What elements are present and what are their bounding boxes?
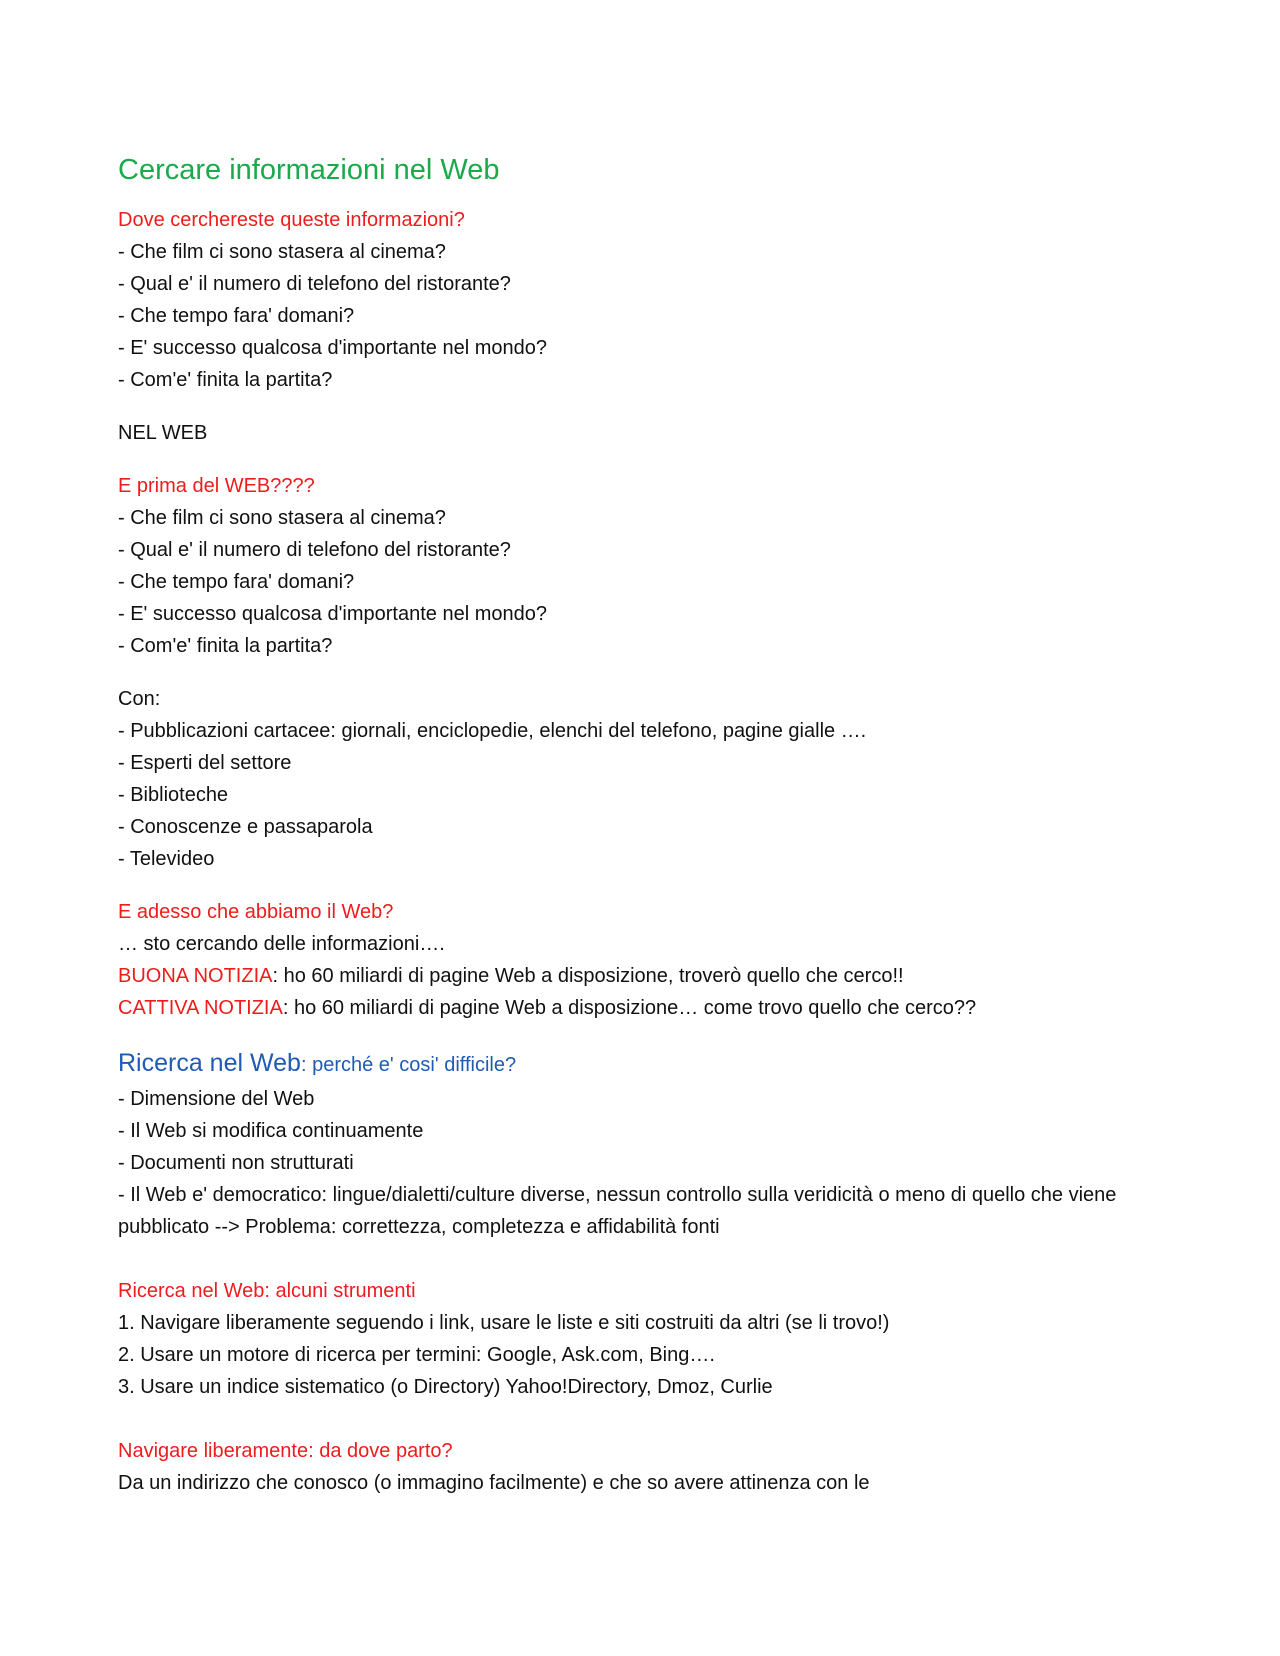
list-item: - Qual e' il numero di telefono del ristorante?: [118, 273, 511, 295]
list-item: - Com'e' finita la partita?: [118, 635, 333, 657]
section-heading: E adesso che abbiamo il Web?: [118, 901, 394, 923]
section-heading: E prima del WEB????: [118, 475, 315, 497]
section-where-search: [118, 204, 1178, 396]
bad-news-line: [118, 992, 1178, 1024]
list-item: - Che tempo fara' domani?: [118, 305, 355, 327]
list-item: - Conoscenze e passaparola: [118, 816, 373, 838]
bad-news-text: : ho 60 miliardi di pagine Web a disposizione… come trovo quello che cerco??: [282, 997, 977, 1019]
document-title: Cercare informazioni nel Web: [118, 154, 500, 186]
list-item: - Che film ci sono stasera al cinema?: [118, 241, 446, 263]
list-item: 2. Usare un motore di ricerca per termini: Google, Ask.com, Bing….: [118, 1344, 715, 1366]
good-news-label: BUONA NOTIZIA: [118, 965, 273, 987]
section-browse-freely: [118, 1435, 1178, 1499]
section-heading: Dove cerchereste queste informazioni?: [118, 209, 465, 231]
good-news-line: [118, 960, 1178, 992]
good-news-text: : ho 60 miliardi di pagine Web a disposizione, troverò quello che cerco!!: [272, 965, 904, 987]
section-why-difficult: [118, 1045, 1178, 1243]
list-item: - Dimensione del Web: [118, 1088, 315, 1110]
paragraph-line: … sto cercando delle informazioni….: [118, 933, 445, 955]
list-item: - Esperti del settore: [118, 752, 292, 774]
heading-sub: : perché e' cosi' difficile?: [300, 1054, 517, 1076]
list-item: 3. Usare un indice sistematico (o Directory) Yahoo!Directory, Dmoz, Curlie: [118, 1376, 773, 1398]
list-item: - Che tempo fara' domani?: [118, 571, 355, 593]
section-before-web: [118, 470, 1178, 662]
list-item: - Il Web e' democratico: lingue/dialetti/culture diverse, nessun controllo sulla veridicità o meno di quello che viene pubblicato --> Problema: correttezza, completezza e affidabilità fonti: [118, 1184, 1117, 1238]
section-heading-large: [118, 1045, 1178, 1083]
heading-main: Ricerca nel Web: [118, 1049, 301, 1077]
section-intro: Con:: [118, 688, 161, 710]
section-heading: Ricerca nel Web: alcuni strumenti: [118, 1280, 416, 1302]
list-item: - Il Web si modifica continuamente: [118, 1120, 424, 1142]
section-heading: Navigare liberamente: da dove parto?: [118, 1440, 453, 1462]
list-item: - Pubblicazioni cartacee: giornali, enciclopedie, elenchi del telefono, pagine gialle ….: [118, 720, 867, 742]
bad-news-label: CATTIVA NOTIZIA: [118, 997, 283, 1019]
list-item: - Biblioteche: [118, 784, 229, 806]
list-item: - Qual e' il numero di telefono del ristorante?: [118, 539, 511, 561]
list-item: - Documenti non strutturati: [118, 1152, 354, 1174]
list-item: - Televideo: [118, 848, 215, 870]
list-item: - Che film ci sono stasera al cinema?: [118, 507, 446, 529]
list-item: - E' successo qualcosa d'importante nel mondo?: [118, 603, 547, 625]
paragraph-line: Da un indirizzo che conosco (o immagino facilmente) e che so avere attinenza con le: [118, 1472, 870, 1494]
answer-text: NEL WEB: [118, 422, 208, 444]
list-item: - E' successo qualcosa d'importante nel mondo?: [118, 337, 547, 359]
section-tools: [118, 1275, 1178, 1403]
section-sources: [118, 683, 1178, 875]
document-page: [118, 150, 1178, 1499]
list-item: - Com'e' finita la partita?: [118, 369, 333, 391]
section-now-web: [118, 896, 1178, 1024]
list-item: 1. Navigare liberamente seguendo i link, usare le liste e siti costruiti da altri (se li trovo!): [118, 1312, 890, 1334]
